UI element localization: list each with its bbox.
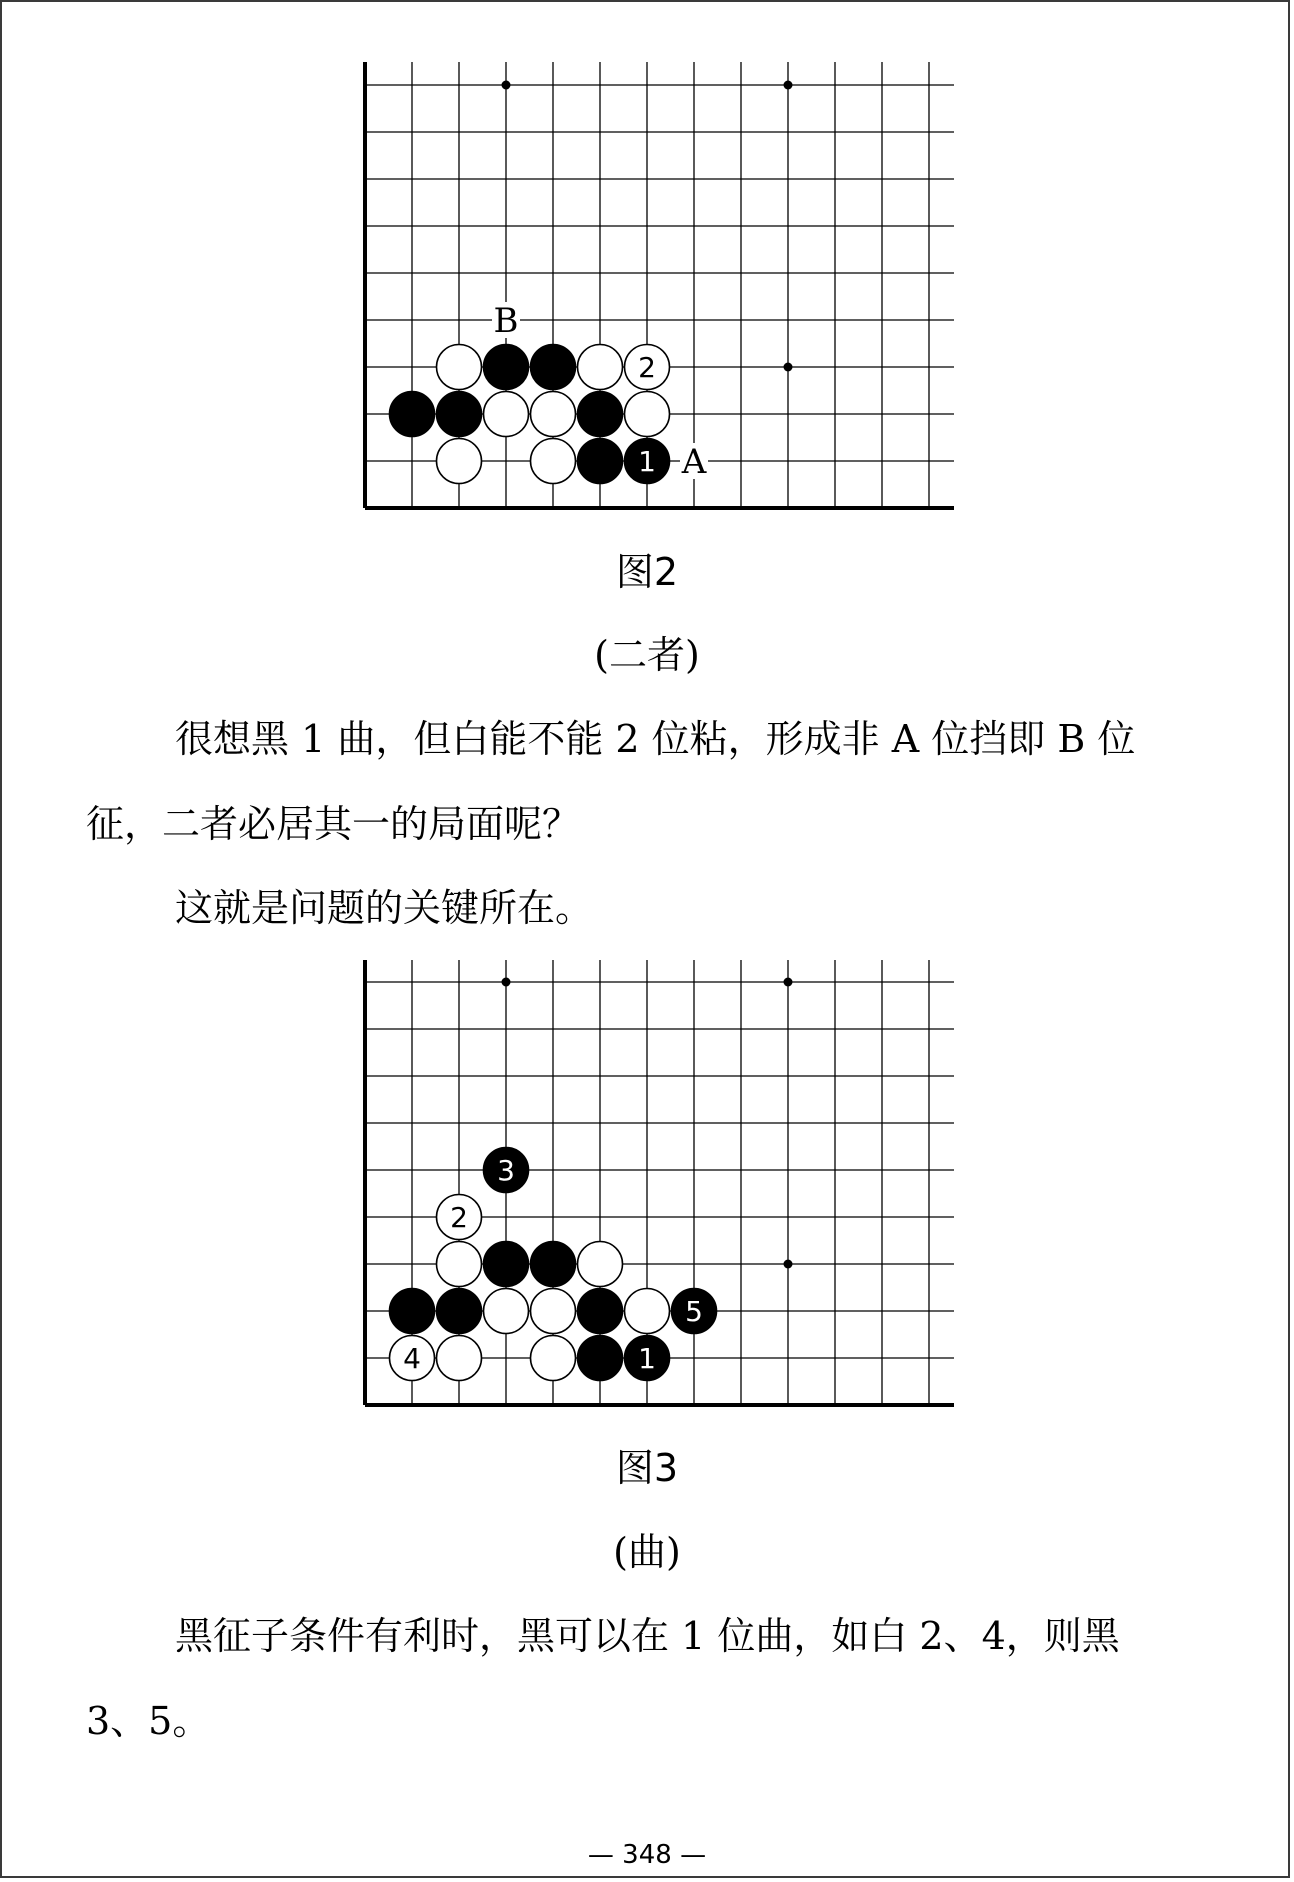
paragraph-3-line-1: 黑征子条件有利时，黑可以在 1 位曲，如白 2、4，则黑 xyxy=(175,1614,1120,1658)
white-stone xyxy=(578,1242,623,1287)
move-number-label: 1 xyxy=(638,1342,656,1375)
white-stone xyxy=(484,1289,529,1334)
star-point xyxy=(502,978,511,987)
move-number-label: 2 xyxy=(638,351,656,384)
figure-caption-3: 图3 xyxy=(615,1446,679,1490)
position-mark-A: A xyxy=(681,442,707,482)
move-number-label: 1 xyxy=(638,445,656,478)
figure-subcaption-3: (曲) xyxy=(613,1530,681,1574)
move-number-label: 3 xyxy=(497,1154,515,1187)
black-stone xyxy=(390,1289,435,1334)
black-stone xyxy=(437,1289,482,1334)
black-stone xyxy=(578,1336,623,1381)
move-number-label: 4 xyxy=(403,1342,421,1375)
white-stone xyxy=(531,1336,576,1381)
page-number: — 348 — xyxy=(587,1840,707,1870)
star-point xyxy=(784,978,793,987)
paragraph-1-line-2: 征，二者必居其一的局面呢？ xyxy=(86,802,581,846)
white-stone xyxy=(437,1336,482,1381)
black-stone xyxy=(484,1242,529,1287)
move-number-label: 2 xyxy=(450,1201,468,1234)
star-point xyxy=(784,1260,793,1269)
move-number-label: 5 xyxy=(685,1295,703,1328)
position-mark-B: B xyxy=(493,301,519,341)
figure-subcaption-2: (二者) xyxy=(594,633,700,677)
black-stone xyxy=(531,1242,576,1287)
black-stone xyxy=(578,1289,623,1334)
white-stone xyxy=(625,1289,670,1334)
paragraph-3-line-2: 3、5。 xyxy=(86,1699,211,1743)
figure-caption-2: 图2 xyxy=(615,550,679,594)
paragraph-2-line-1: 这就是问题的关键所在。 xyxy=(175,886,594,930)
white-stone xyxy=(531,1289,576,1334)
paragraph-1-line-1: 很想黑 1 曲，但白能不能 2 位粘，形成非 A 位挡即 B 位 xyxy=(175,717,1136,761)
white-stone xyxy=(437,1242,482,1287)
